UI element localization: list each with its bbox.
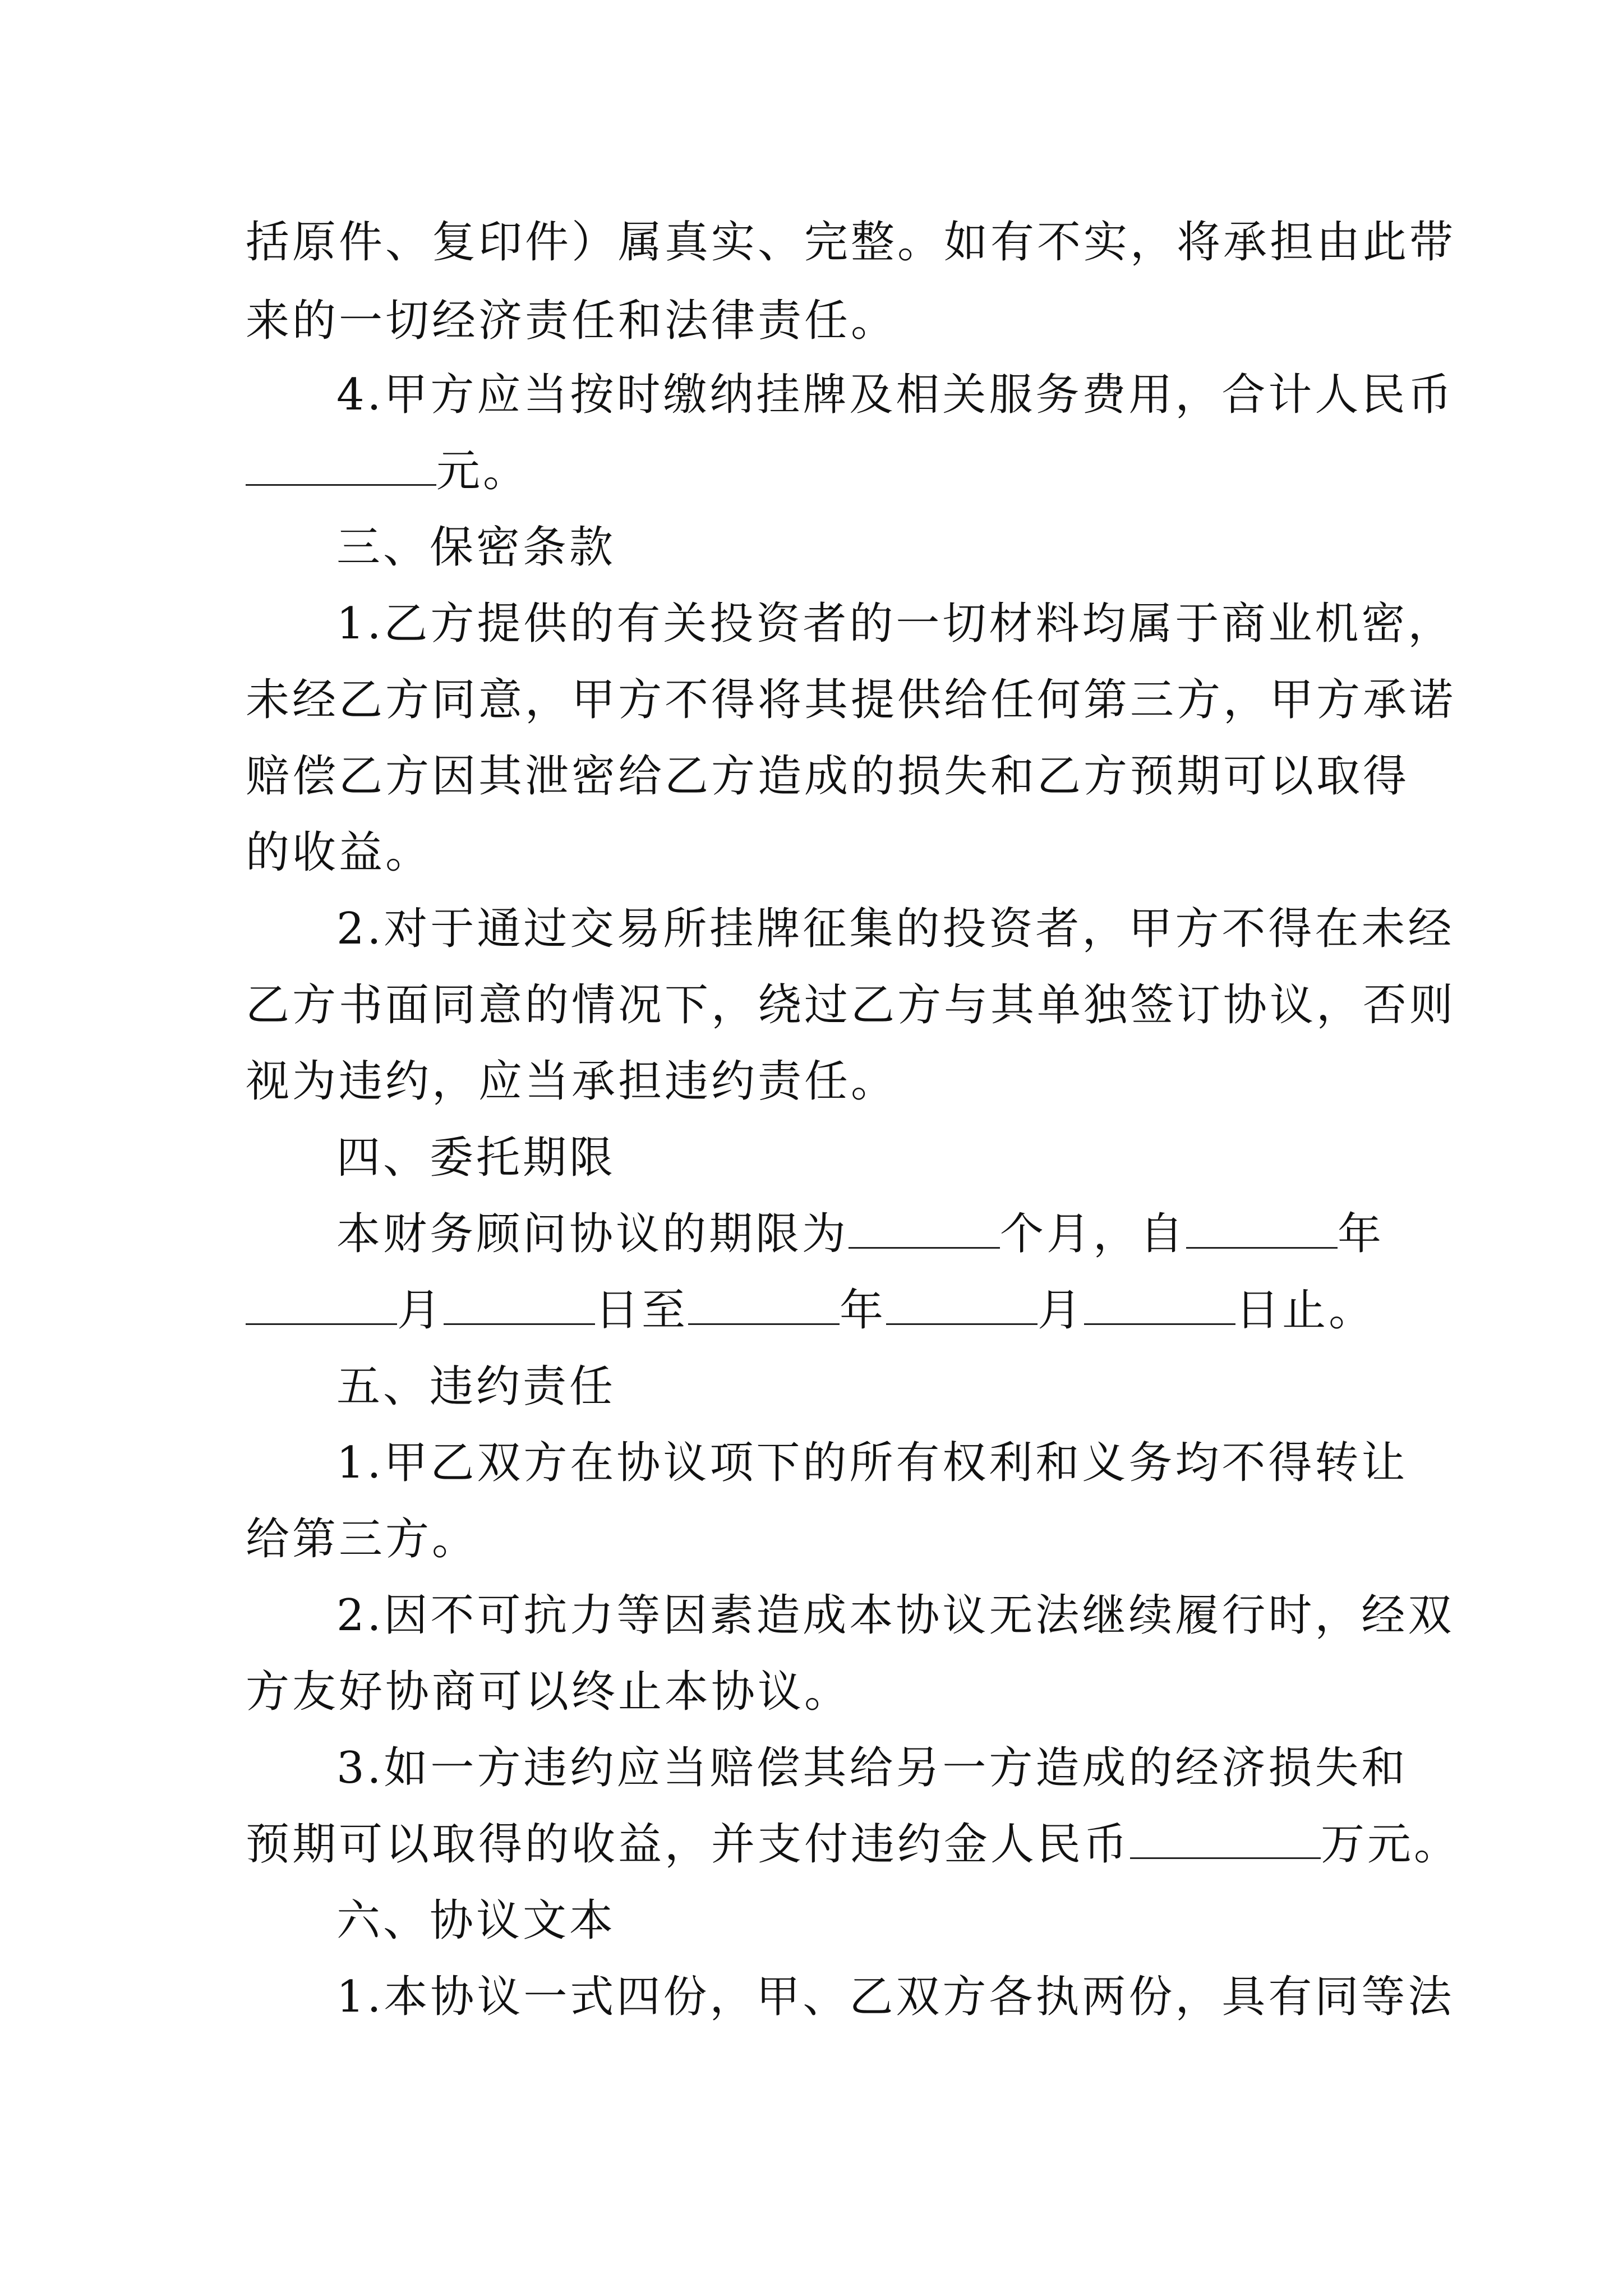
clause-line — [336, 367, 1455, 423]
term-line — [336, 1206, 1391, 1262]
fill-in-blank[interactable] — [688, 1283, 840, 1325]
paragraph-line — [246, 293, 1384, 349]
fill-in-blank[interactable] — [849, 1207, 1000, 1249]
line-text: 方友好协商可以终止本协议。 — [246, 1667, 851, 1717]
paragraph-line — [246, 1053, 1384, 1110]
clause-line — [336, 596, 1455, 652]
line-text: 给第三方。 — [246, 1514, 479, 1565]
line-text: 月 — [397, 1285, 444, 1336]
section-heading — [336, 519, 1475, 576]
line-text: 乙方书面同意的情况下，绕过乙方与其单独签订协议，否则 — [246, 980, 1456, 1030]
paragraph-line — [246, 1664, 1384, 1720]
fill-in-blank[interactable] — [1130, 1817, 1321, 1859]
fill-in-blank[interactable] — [886, 1283, 1038, 1325]
clause-line — [336, 1435, 1408, 1491]
clause-line — [336, 1969, 1455, 2025]
line-text: 1.本协议一式四份，甲、乙双方各执两份，具有同等法 — [336, 1972, 1455, 2022]
term-line — [246, 1282, 1384, 1338]
line-text: 五、违约责任 — [336, 1361, 616, 1412]
line-text: 年 — [1338, 1209, 1385, 1259]
line-text: 视为违约，应当承担违约责任。 — [246, 1056, 898, 1107]
line-text: 2.对于通过交易所挂牌征集的投资者，甲方不得在未经 — [336, 904, 1455, 954]
line-text: 赔偿乙方因其泄密给乙方造成的损失和乙方预期可以取得 — [246, 751, 1410, 802]
line-text: 元。 — [436, 446, 530, 496]
line-text: 四、委托期限 — [336, 1133, 616, 1183]
paragraph-line — [246, 977, 1456, 1033]
paragraph-line — [246, 1511, 1384, 1567]
section-heading — [336, 1359, 1475, 1415]
line-text: 万元。 — [1321, 1819, 1461, 1870]
line-text: 1.甲乙双方在协议项下的所有权利和义务均不得转让 — [336, 1438, 1408, 1488]
line-text: 4.甲方应当按时缴纳挂牌及相关服务费用，合计人民币 — [336, 370, 1455, 420]
line-text: 年 — [840, 1285, 887, 1336]
paragraph-line — [246, 825, 1384, 881]
line-text: 日至 — [595, 1285, 689, 1336]
paragraph-line — [246, 672, 1456, 728]
paragraph-line — [246, 443, 1384, 499]
line-text: 1.乙方提供的有关投资者的一切材料均属于商业机密， — [336, 599, 1455, 649]
paragraph-line — [246, 214, 1456, 270]
fill-in-blank[interactable] — [246, 444, 436, 486]
line-text: 括原件、复印件）属真实、完整。如有不实，将承担由此带 — [246, 217, 1456, 268]
fill-in-blank[interactable] — [1084, 1283, 1235, 1325]
paragraph-line — [246, 1816, 1461, 1872]
fill-in-blank[interactable] — [1186, 1207, 1338, 1249]
line-text: 三、保密条款 — [336, 522, 616, 573]
fill-in-blank[interactable] — [246, 1283, 397, 1325]
section-heading — [336, 1130, 1475, 1186]
line-text: 个月，自 — [1000, 1209, 1187, 1259]
clause-line — [336, 901, 1455, 957]
section-heading — [336, 1893, 1475, 1949]
line-text: 日止。 — [1235, 1285, 1376, 1336]
line-text: 来的一切经济责任和法律责任。 — [246, 296, 898, 346]
line-text: 月 — [1038, 1285, 1085, 1336]
line-text: 本财务顾问协议的期限为 — [336, 1209, 849, 1259]
paragraph-line — [246, 748, 1410, 804]
line-text: 六、协议文本 — [336, 1895, 616, 1946]
line-text: 的收益。 — [246, 827, 432, 878]
line-text: 2.因不可抗力等因素造成本协议无法继续履行时，经双 — [336, 1590, 1455, 1641]
line-text: 预期可以取得的收益，并支付违约金人民币 — [246, 1819, 1131, 1870]
line-text: 3.如一方违约应当赔偿其给另一方造成的经济损失和 — [336, 1743, 1408, 1793]
fill-in-blank[interactable] — [444, 1283, 595, 1325]
clause-line — [336, 1740, 1408, 1796]
line-text: 未经乙方同意，甲方不得将其提供给任何第三方，甲方承诺 — [246, 675, 1456, 725]
clause-line — [336, 1588, 1455, 1644]
